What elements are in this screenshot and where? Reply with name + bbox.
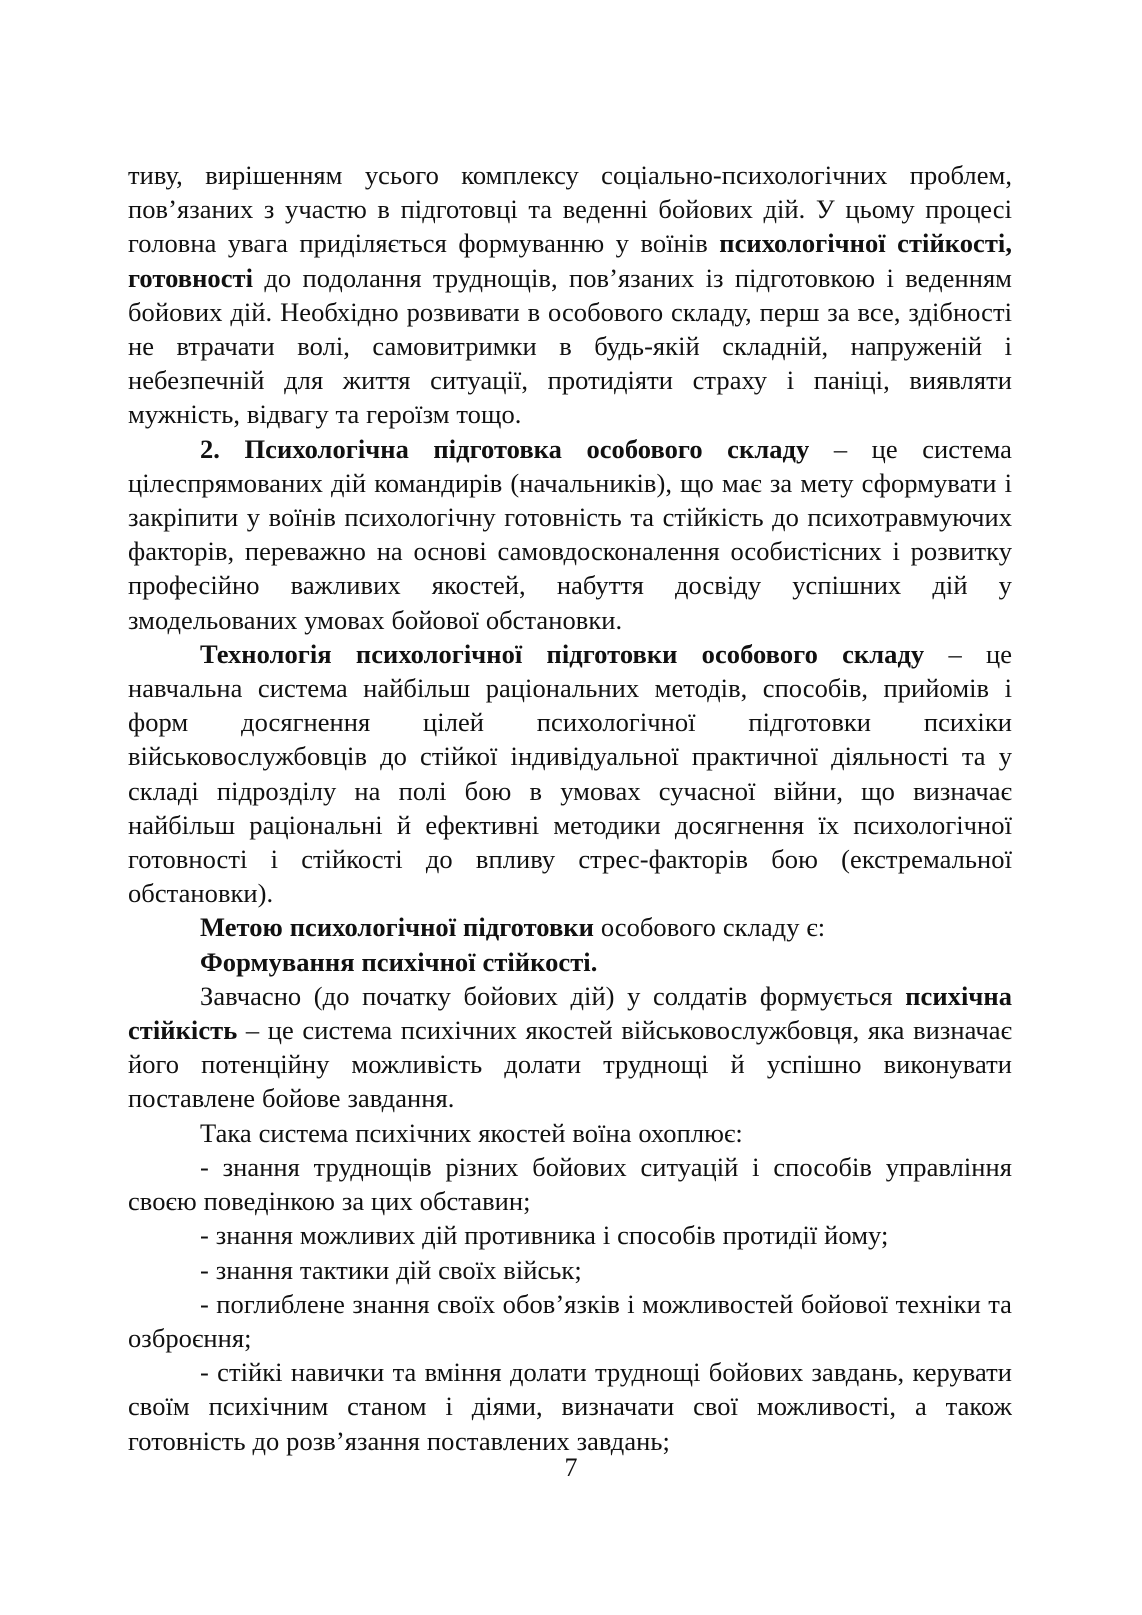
text-run: - знання тактики дій своїх військ;	[200, 1254, 582, 1285]
paragraph	[128, 1253, 1012, 1287]
paragraph	[128, 1287, 1012, 1355]
bold-text-run: психологічної стійкості, готовності	[128, 228, 1013, 293]
text-run: – це система психічних якостей військовослужбовця, яка визначає його потенційну можливість долати труднощі й успішно виконувати поставлене бойове завдання.	[128, 1015, 1012, 1114]
bold-text-run: психічна стійкість	[128, 980, 1012, 1046]
page-number: 7	[564, 1453, 578, 1482]
bold-text-run: Метою психологічної підготовки	[200, 912, 594, 943]
bold-text-run: Формування психічної стійкості.	[200, 946, 598, 977]
text-run: – це система цілеспрямованих дій командирів (начальників), що має за мету сформувати і закріпити у воїнів психологічну готовність та стійкість до психотравмуючих факторів, переважно на основі самовдосконалення особистісних і розвитку професійно важливих якостей, набуття досвіду успішних дій у змодельованих умовах бойової обстановки.	[128, 433, 1012, 635]
text-run: Така система психічних якостей воїна охоплює:	[200, 1117, 743, 1148]
text-run: - знання труднощів різних бойових ситуацій і способів управління своєю поведінкою за цих обставин;	[128, 1151, 1012, 1217]
paragraph	[128, 637, 1012, 911]
text-run: - стійкі навички та вміння долати труднощі бойових завдань, керувати своїм психічним станом і діями, визначати свої можливості, а також готовність до розв’язання поставлених завдань;	[128, 1357, 1012, 1456]
paragraph	[128, 979, 1012, 1116]
text-run: тиву, вирішенням усього комплексу соціально-психологічних проблем, пов’язаних з участю в підготовці та веденні бойових дій. У цьому процесі головна увага приділяється формуванню у воїнів	[128, 160, 1012, 259]
text-run: до подолання труднощів, пов’язаних із підготовкою і веденням бойових дій. Необхідно розвивати в особового складу, перш за все, здібності не втрачати волі, самовитримки в будь-якій складній, напруженій і небезпечній для життя ситуації, протидіяти страху і паніці, виявляти мужність, відвагу та героїзм тощо.	[128, 262, 1012, 430]
bold-text-run: Технологія психологічної підготовки особового складу	[200, 638, 925, 669]
paragraph	[128, 910, 1012, 944]
text-run: – це навчальна система найбільш раціональних методів, способів, прийомів і форм досягнення цілей психологічної підготовки психіки військовослужбовців до стійкої індивідуальної практичної діяльності та у складі підрозділу на полі бою в умовах сучасної війни, що визначає найбільш раціональні й ефективні методики досягнення їх психологічної готовності і стійкості до впливу стрес-факторів бою (екстремальної обстановки).	[128, 638, 1013, 909]
text-run: Завчасно (до початку бойових дій) у солдатів формується	[200, 980, 906, 1011]
text-run: - знання можливих дій противника і способів протидії йому;	[200, 1220, 889, 1251]
paragraph	[128, 158, 1012, 432]
text-run: - поглиблене знання своїх обов’язків і можливостей бойової техніки та озброєння;	[128, 1288, 1012, 1353]
paragraph	[128, 1218, 1012, 1252]
page-text-block	[128, 158, 1012, 1458]
text-run: особового складу є:	[593, 912, 826, 943]
paragraph	[128, 1116, 1012, 1150]
paragraph	[128, 1150, 1012, 1218]
paragraph-list	[128, 158, 1012, 1458]
paragraph	[128, 945, 1012, 979]
paragraph	[128, 1355, 1012, 1458]
paragraph	[128, 432, 1012, 637]
bold-text-run: 2. Психологічна підготовка особового складу	[200, 433, 810, 464]
